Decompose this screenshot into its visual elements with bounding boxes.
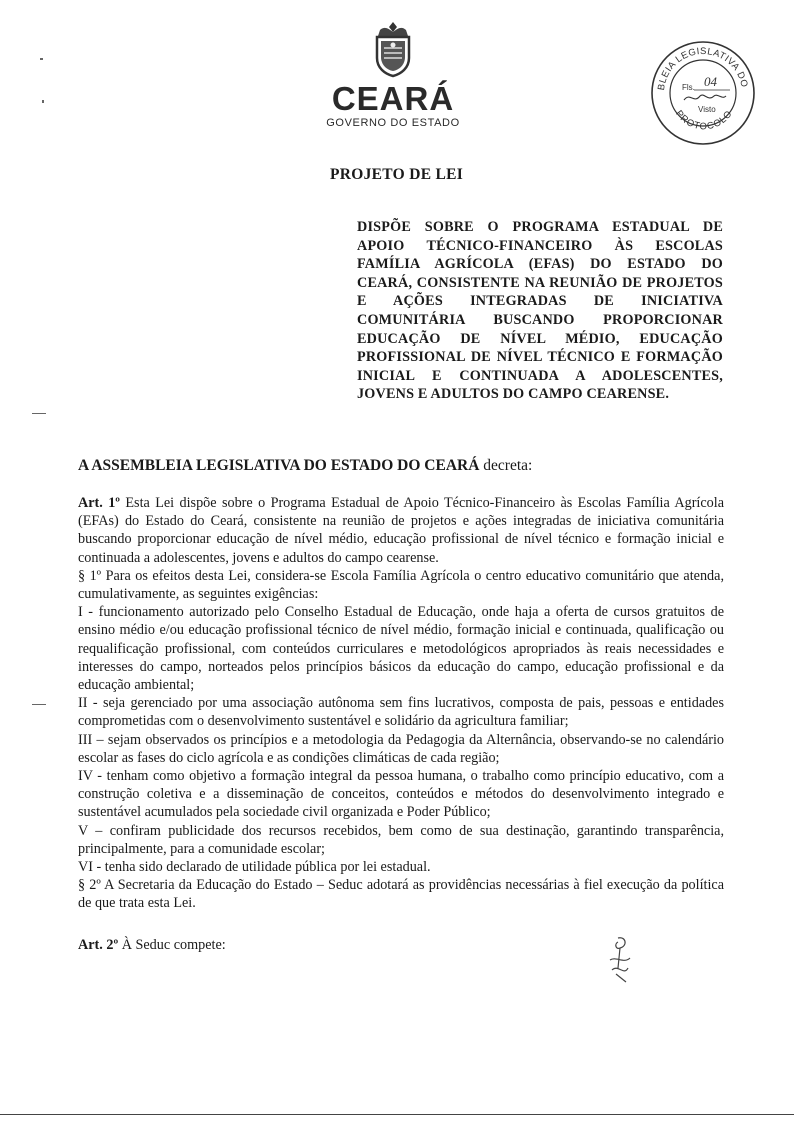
item-i: I - funcionamento autorizado pelo Conselho Estadual de Educação, onde haja a oferta de cursos gratuitos de ensino médio e/ou educação profissional técnico de nível médio, formação inicial e continuada, qualificação ou requalificação profissional, com conteúdos curriculares e metodológicos apropriados às reais necessidades e interesses do campo, norteados pelos princípios básicos da educação do campo, educação profissional e da educação ambiental; bbox=[78, 604, 724, 694]
item-vi: VI - tenha sido declarado de utilidade pública por lei estadual. bbox=[78, 859, 431, 876]
scan-mark bbox=[42, 100, 44, 103]
article-1 bbox=[78, 494, 724, 567]
stamp-fls-number: 04 bbox=[704, 74, 717, 89]
coat-of-arms-icon bbox=[370, 20, 416, 78]
article-2-text: À Seduc compete: bbox=[118, 937, 226, 953]
state-name: CEARÁ bbox=[331, 80, 455, 117]
article-2 bbox=[78, 937, 226, 954]
stamp-visto-label: Visto bbox=[698, 105, 716, 114]
item-iii: III – sejam observados os princípios e a metodologia da Pedagogia da Alternância, observando-se no calendário escolar as fases do ciclo agrícola e as condições climáticas de cada região; bbox=[78, 731, 724, 766]
item-ii: II - seja gerenciado por uma associação autônoma sem fins lucrativos, composta de pais, pessoas e entidades comprometidas com o desenvolvimento sustentável e solidário da agricultura familiar; bbox=[78, 695, 724, 730]
handwritten-rubric bbox=[596, 934, 646, 989]
stamp-section: PROTOCOLO bbox=[673, 108, 735, 133]
stamp-institution: BLEIA LEGISLATIVA DO bbox=[656, 45, 750, 92]
document-body bbox=[78, 494, 724, 913]
item-iv: IV - tenham como objetivo a formação integral da pessoa humana, o trabalho como princípio educativo, com a construção coletiva e a disseminação de conceitos, conteúdos e métodos do desenvolvimento integrado e sustentável acumulados pela sociedade civil organizada e Poder Público; bbox=[78, 768, 724, 821]
stamp-fls-label: Fls. bbox=[682, 83, 695, 92]
page-edge-line bbox=[0, 1114, 794, 1115]
scan-mark bbox=[40, 58, 43, 60]
protocol-stamp bbox=[650, 40, 756, 146]
government-logo bbox=[318, 20, 468, 135]
protocol-stamp-seal bbox=[650, 40, 756, 146]
enactment-clause bbox=[78, 457, 532, 475]
ementa: DISPÕE SOBRE O PROGRAMA ESTADUAL DE APOIO TÉCNICO-FINANCEIRO ÀS ESCOLAS FAMÍLIA AGRÍCOLA (EFAS) DO ESTADO DO CEARÁ, CONSISTENTE NA REUNIÃO DE PROJETOS E AÇÕES INTEGRADAS DE INICIATIVA COMUNITÁRIA BUSCANDO PROPORCIONAR EDUCAÇÃO DE NÍVEL MÉDIO, EDUCAÇÃO PROFISSIONAL DE NÍVEL TÉCNICO E FORMAÇÃO INICIAL E CONTINUADA A ADOLESCENTES, JOVENS E ADULTOS DO CAMPO CEARENSE. bbox=[357, 219, 723, 403]
article-1-text: Esta Lei dispõe sobre o Programa Estadual de Apoio Técnico-Financeiro às Escolas Família Agrícola (EFAs) do Estado do Ceará, consistente na reunião de projetos e ações integradas de iniciativa comunitária buscando proporcionar educação de nível médio, educação profissional de nível técnico e formação inicial e continuada a adolescentes, jovens e adultos do campo cearense. bbox=[78, 495, 725, 566]
article-1-label: Art. 1º bbox=[78, 495, 120, 511]
scan-mark bbox=[32, 413, 46, 414]
paragraph-2: § 2º A Secretaria da Educação do Estado – Seduc adotará as providências necessárias à fiel execução da política de que trata esta Lei. bbox=[78, 877, 724, 912]
government-name: GOVERNO DO ESTADO bbox=[326, 117, 460, 129]
enactment-verb: decreta: bbox=[479, 457, 533, 474]
scan-mark bbox=[32, 704, 46, 705]
paragraph-1: § 1º Para os efeitos desta Lei, considera-se Escola Família Agrícola o centro educativo comunitário que atenda, cumulativamente, as seguintes exigências: bbox=[78, 567, 724, 603]
document-type: PROJETO DE LEI bbox=[330, 166, 464, 183]
item-v: V – confiram publicidade dos recursos recebidos, bem como de sua destinação, garantindo transparência, principalmente, para a comunidade escolar; bbox=[78, 822, 724, 857]
article-2-label: Art. 2º bbox=[78, 937, 119, 953]
enactment-authority: A ASSEMBLEIA LEGISLATIVA DO ESTADO DO CEARÁ bbox=[78, 457, 480, 474]
